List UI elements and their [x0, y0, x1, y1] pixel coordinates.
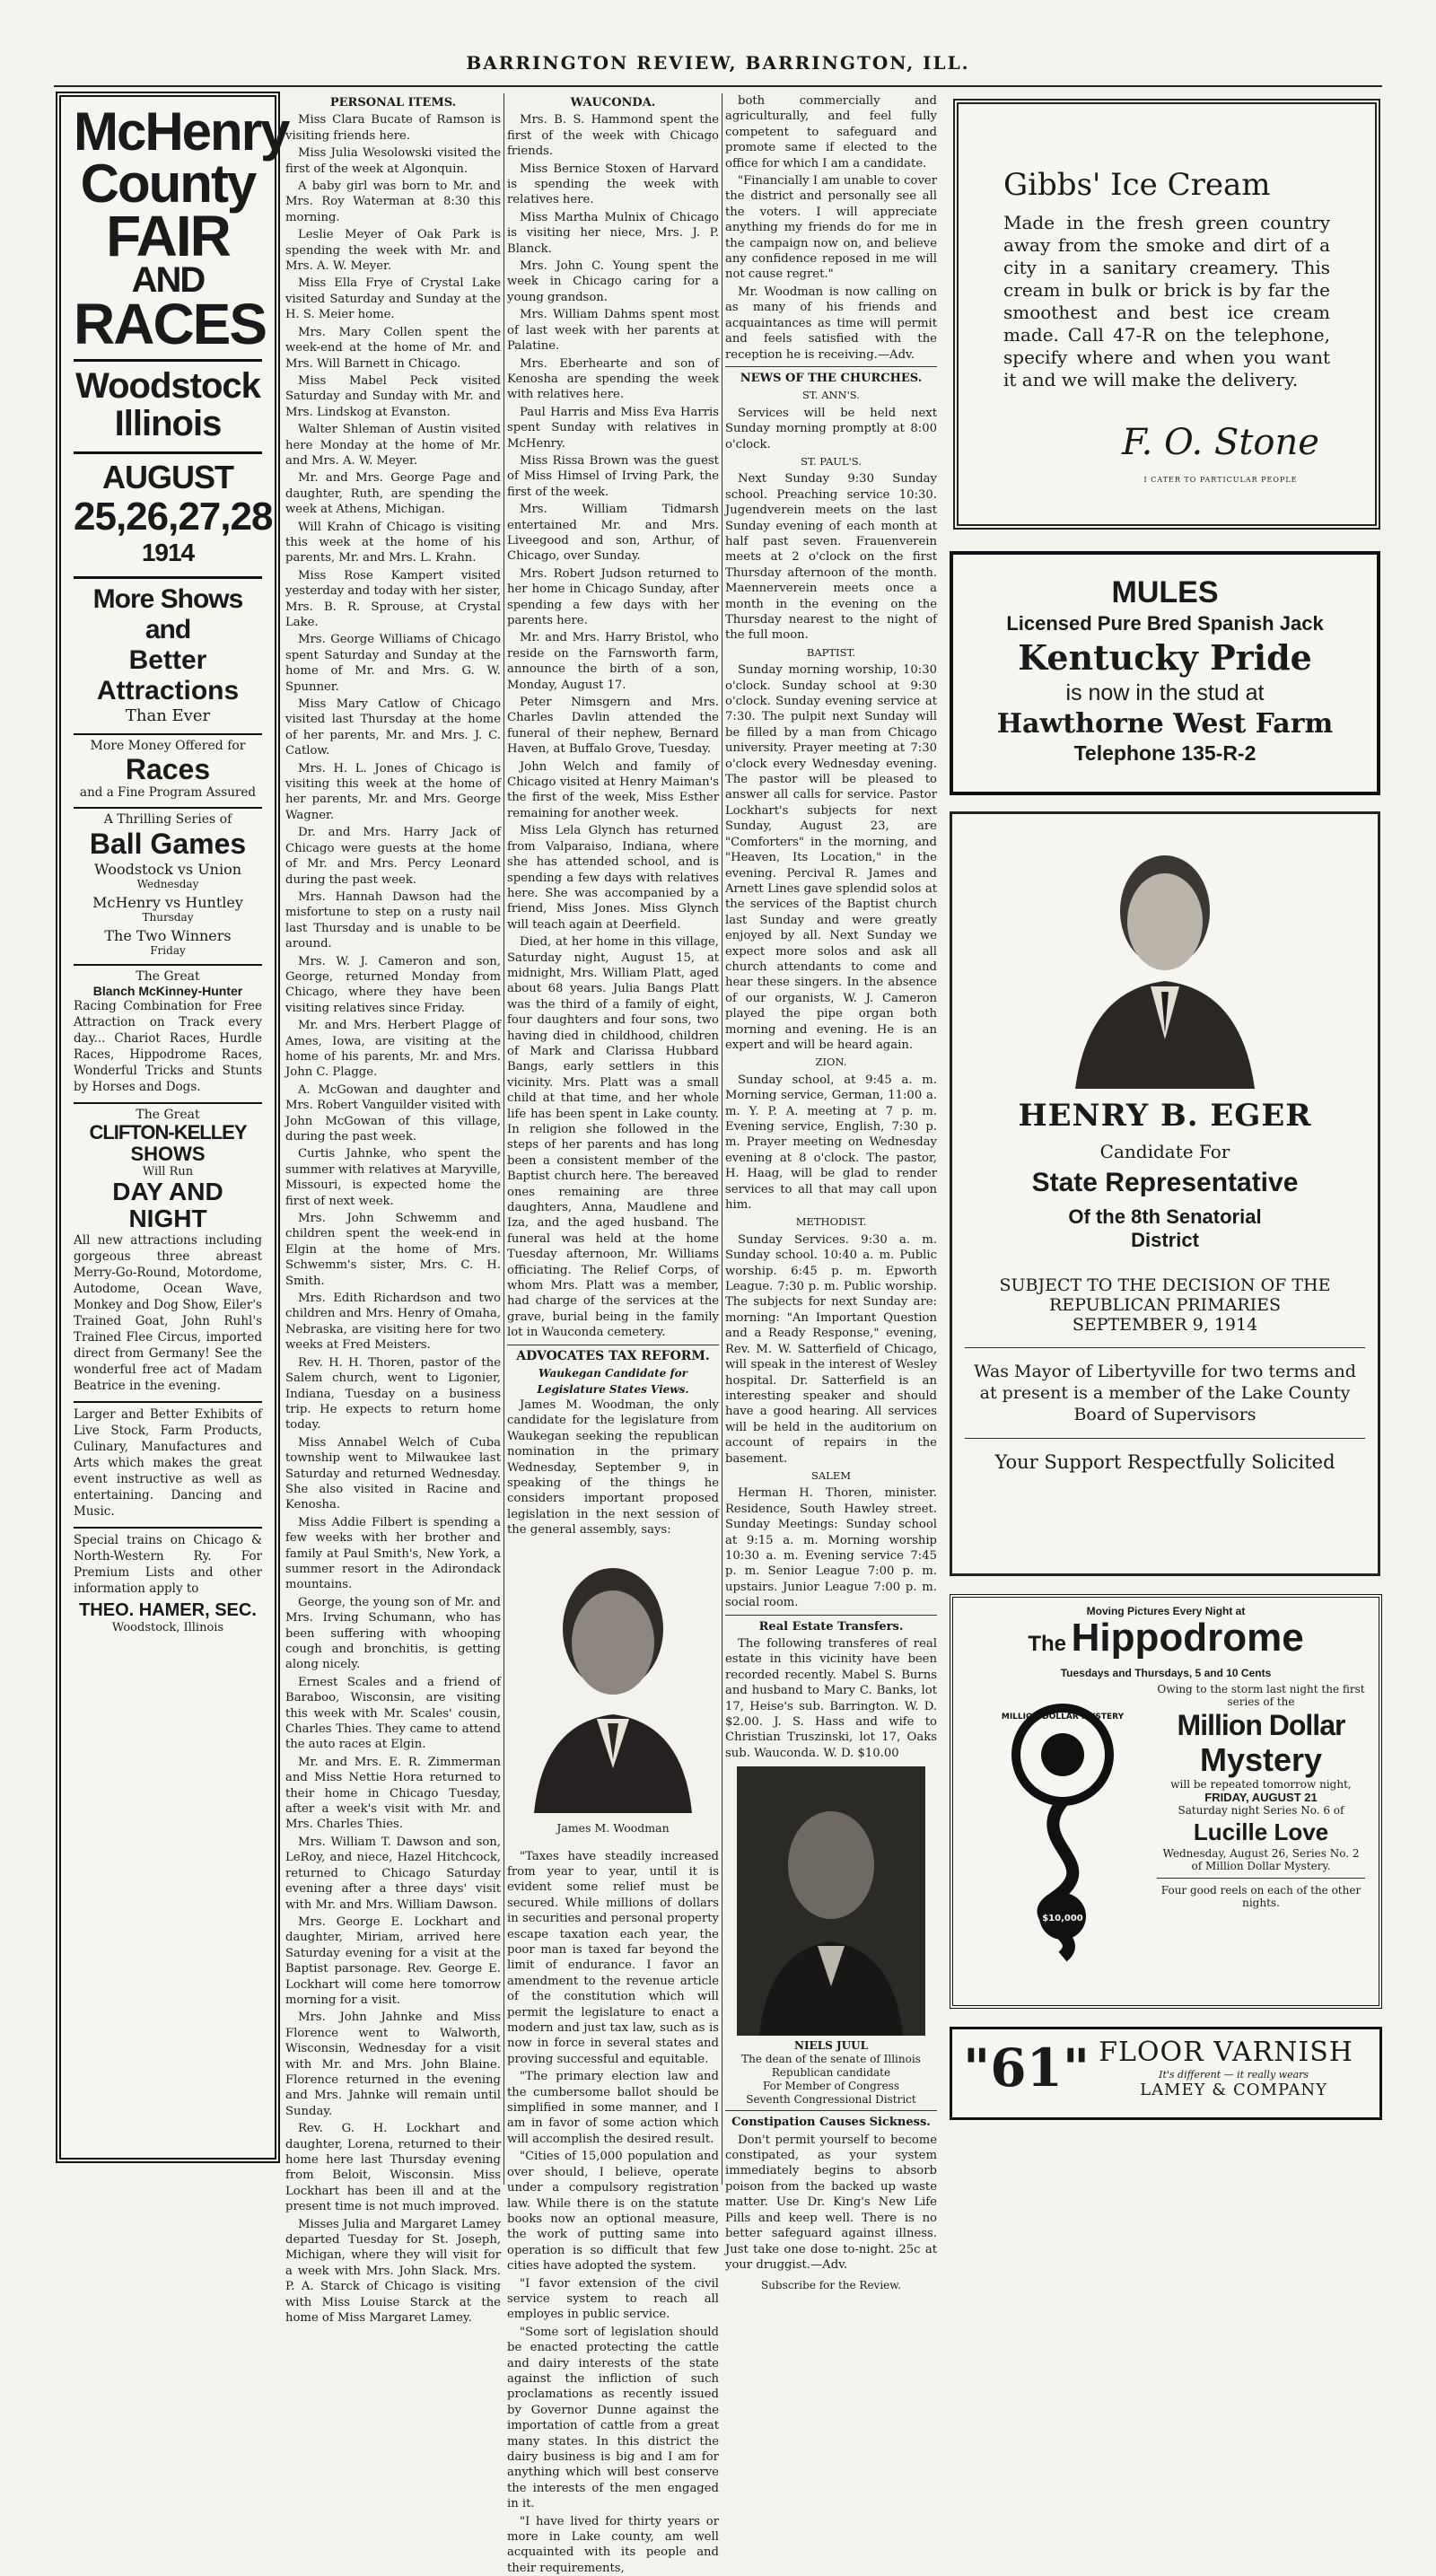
personal-item: Mrs. Mary Collen spent the week-end at the home of Mr. and Mrs. Will Barnett in Chicago. — [285, 325, 501, 371]
fair-title-3: FAIR — [106, 204, 230, 268]
fair-more-shows-4: Than Ever — [125, 706, 211, 725]
varnish-tagline: It's different — it really wears — [1159, 2069, 1309, 2081]
wauconda-item: Miss Bernice Stoxen of Harvard is spending the week with relatives here. — [507, 162, 719, 207]
personal-item: Mrs. H. L. Jones of Chicago is visiting this week at the home of her parents, Mr. and Mrs. George Wagner. — [285, 761, 501, 822]
wauconda-item: Died, at her home in this village, Saturday night, August 15, at midnight, Mrs. William Platt, aged about 68 years. Julia Bangs Platt was the third of a family of eight, four daughters and four sons, two having died in childhood, children of Mark and Clarissa Hubbard Bangs, early settlers in this vicinity. Mrs. Platt was a small child at that time, and her whole life has been spent in Lake county. In religion she followed in the steps of her parents and has long been a consistent member of the Baptist church here. The bereaved ones remaining are three daughters, Anna, Maudlene and Iza, and the aged husband. The funeral was held at the home Tuesday afternoon, Mr. Williams officiating. The Relief Corps, of whom Mrs. Platt was a member, had charge of the services at the grave, burial being in the family lot in Wauconda cemetery. — [507, 935, 719, 1340]
church-name: ST. ANN'S. — [802, 389, 860, 402]
hippodrome-ad — [950, 1594, 1382, 2009]
poster-text: MILLION DOLLAR MYSTERY — [1001, 1713, 1125, 1722]
mules-line-1: Licensed Pure Bred Spanish Jack — [1006, 612, 1324, 635]
mules-line-3: is now in the stud at — [1065, 680, 1265, 705]
personal-item: Mrs. John Schwemm and children spent the week-end in Elgin at the home of Mrs. Schwemm's sister, Mrs. C. H. Smith. — [285, 1212, 501, 1288]
fair-day-and: DAY AND — [112, 1178, 223, 1205]
mules-line-5: Telephone 135-R-2 — [1073, 741, 1256, 765]
fair-money: More Money Offered for — [90, 739, 246, 753]
juul-caption-line: For Member of Congress — [763, 2080, 899, 2093]
juul-caption-line: The dean of the senate of Illinois — [741, 2053, 921, 2066]
personal-item: Curtis Jahnke, who spent the summer with relatives at Maryville, Missouri, is expected home the first of next week. — [285, 1147, 501, 1208]
gibbs-body: Made in the fresh green country away from the smoke and dirt of a city in a sanitary creamery. This cream in bulk or brick is by far the smoothest and best ice cream made. Call 47-R on the telephone, specify where and when you want it and we will make the delivery. — [1003, 212, 1330, 390]
church-text: Next Sunday 9:30 Sunday school. Preaching service 10:30. Jugendverein meets on the last Sunday evening of each month at half past seven. Frauenverein meets at 2 o'clock on the first Thursday afternoon of the month. Maennerverein meets once a month in the evening on the Thursday nearest to the night of the full moon. — [725, 472, 937, 643]
wauconda-paras — [507, 112, 719, 1340]
personal-item: Mrs. W. J. Cameron and son, George, returned Monday from Chicago, where they have been visiting relatives since Friday. — [285, 954, 501, 1015]
personal-item: Miss Rose Kampert visited yesterday and today with her sister, Mrs. B. R. Sprouse, at Crystal Lake. — [285, 568, 501, 629]
church-text: Sunday Services. 9:30 a. m. Sunday school. 10:40 a. m. Public worship. 6:45 p. m. Epworth League. 7:30 p. m. Public worship. The subjects for next Sunday are: morning: "An Important Question and a Ready Response," evening, Rev. M. W. Satterfield of Chicago, will speak in the interest of Wesley hospital. Dr. Satterfield is an interesting speaker and should have a good hearing. All services will be held in the auditorium on account of repairs in the basement. — [725, 1232, 937, 1466]
tax-paragraph: "The primary election law and the cumbersome ballot should be simplified in some manner, and I am in favor of some action which will accomplish the desired result. — [507, 2070, 719, 2146]
constipation-text: Don't permit yourself to become constipated, as your system immediately begins to absorb poison from the backed up waste matter. Use Dr. King's New Life Pills and keep well. There is no better safeguard against illness. Just take one dose to-night. 25c at your druggist.—Adv. — [725, 2133, 937, 2272]
tax-paras — [507, 1849, 719, 2576]
fair-ad — [56, 92, 289, 2163]
fair-more-shows-1: More Shows and — [92, 584, 243, 644]
personal-item: Dr. and Mrs. Harry Jack of Chicago were guests at the home of Mr. and Mrs. Percy Leonard during the past week. — [285, 826, 501, 887]
varnish-number: "61" — [963, 2037, 1090, 2098]
eger-subject-3: SEPTEMBER 9, 1914 — [1072, 1315, 1258, 1335]
fair-more-shows-3: Attractions — [96, 676, 240, 705]
fair-title-5: RACES — [74, 292, 267, 356]
personal-item: Mr. and Mrs. George Page and daughter, Ruth, are spending the week at Athens, Michigan. — [285, 471, 501, 517]
fair-exhibits-text: Larger and Better Exhibits of Live Stock, Farm Products, Culinary, Manufactures and Arts which makes the great event instructive as well as entertaining. Dancing and Music. — [74, 1407, 262, 1519]
personal-item: Miss Clara Bucate of Ramson is visiting friends here. — [285, 113, 501, 143]
eger-portrait — [1066, 828, 1264, 1089]
eger-subject-1: SUBJECT TO THE DECISION OF THE — [999, 1275, 1331, 1295]
wauconda-item: Mrs. B. S. Hammond spent the first of the week with Chicago friends. — [507, 113, 719, 159]
tax-paragraph: "Cities of 15,000 population and over should, I believe, operate under a compulsory registration law. While there is on the statute books now an optional measure, the work of putting same into operation is so difficult that few cities have adopted the system. — [507, 2150, 719, 2274]
eger-district-1: Of the 8th Senatorial — [1068, 1205, 1262, 1228]
hippo-wednesday: Wednesday, August 26, Series No. 2 of Million Dollar Mystery. — [1162, 1847, 1360, 1872]
fair-thrilling: A Thrilling Series of — [103, 812, 232, 827]
personal-item: Rev. H. H. Thoren, pastor of the Salem church, went to Ligonier, Indiana, Tuesday on a business trip. He expects to return home today. — [285, 1355, 501, 1433]
mules-ad — [950, 551, 1380, 795]
personal-item: Mrs. John Jahnke and Miss Florence went to Walworth, Wisconsin, Wednesday for a visit with Mr. and Mrs. John Blaine. Florence returned in the evening and Mrs. Jahnke will remain until Sunday. — [285, 2011, 501, 2118]
fair-clifton-2: SHOWS — [130, 1143, 206, 1165]
hippo-owing: Owing to the storm last night the first series of the — [1157, 1683, 1365, 1708]
church-name: BAPTIST. — [806, 645, 856, 659]
gibbs-ad — [953, 99, 1380, 530]
woodman-portrait — [507, 1544, 719, 1813]
fair-game-3: The Two Winners — [104, 927, 232, 944]
personal-heading: PERSONAL ITEMS. — [329, 96, 457, 110]
personal-item: Miss Addie Filbert is spending a few weeks with her brother and family at Paul Smith's, New York, a summer resort in the Adirondack mountains. — [285, 1515, 501, 1592]
wauconda-item: Mrs. Eberhearte and son of Kenosha are spending the week with relatives here. — [507, 356, 719, 402]
personal-item: Ernest Scales and a friend of Baraboo, Wisconsin, are visiting this week with Mr. Scales' cousin, Charles Thies. They came to attend the auto races at Elgin. — [285, 1675, 501, 1752]
personal-item: Miss Annabel Welch of Cuba township went to Milwaukee last Saturday and returned Wednesday. She also visited in Racine and Kenosha. — [285, 1435, 501, 1512]
tax-paragraph: "I have lived for thirty years or more in Lake county, am well acquainted with its people and their requirements, — [507, 2514, 719, 2575]
wauconda-item: Mrs. William Dahms spent most of last week with her parents at Palatine. — [507, 308, 719, 354]
varnish-ad — [950, 2027, 1382, 2120]
juul-portrait — [737, 1766, 925, 2036]
woodman-paragraph: Mr. Woodman is now calling on as many of his friends and acquaintances as time will permit and feels satisfied with the reception he is receiving.—Adv. — [725, 285, 937, 362]
church-text: Sunday school, at 9:45 a. m. Morning service, German, 11:00 a. m. Y. P. A. meeting at 7 p. m. Evening service, English, 7:30 p. m. Prayer meeting on Wednesday evening at 8 o'clock. The pastor, H. Haag, will be glad to render services to all that may call upon him. — [725, 1073, 937, 1213]
fair-title-2: County — [80, 153, 256, 214]
personal-item: Rev. G. H. Lockhart and daughter, Lorena, returned to their home here last Thursday evening from Beloit, Wisconsin. Miss Lockhart has been ill and at the present time is not much improved. — [285, 2122, 501, 2214]
wauconda-item: Miss Lela Glynch has returned from Valparaiso, Indiana, where she has attended school, and is spending a few days with relatives here. She was accompanied by a friend, Miss Jones. Miss Glynch will teach again at Deerfield. — [507, 824, 719, 932]
gibbs-title: Gibbs' Ice Cream — [1003, 167, 1271, 203]
woodman-photo-box — [507, 1544, 719, 1849]
real-estate-text: The following transferes of real estate in this vicinity have been recorded recently. Mabel S. Burns and husband to Mary C. Banks, lot 17, Heise's sub. Barrington. W. D. $2.00. J. S. Hass and wife to Christian Truszinski, lot 17, Oaks sub. Wauconda. W. D. $10.00 — [725, 1637, 937, 1760]
tax-paragraph: "I favor extension of the civil service system to reach all employes in public service. — [507, 2276, 719, 2322]
fair-secretary: THEO. HAMER, SEC. — [79, 1600, 257, 1620]
masthead: BARRINGTON REVIEW, BARRINGTON, ILL. — [466, 52, 970, 74]
eger-candidate-for: Candidate For — [1099, 1141, 1230, 1162]
eger-mayor: Was Mayor of Libertyville for two terms and at present is a member of the Lake County Board of Supervisors — [974, 1362, 1356, 1424]
hippo-the: The — [1028, 1632, 1066, 1656]
juul-caption-line: Seventh Congressional District — [746, 2093, 916, 2107]
fair-attractions-text: All new attractions including gorgeous three abreast Merry-Go-Round, Motordome, Autodome, Ocean Wave, Monkey and Dog Show, Eiler's Trained Goat, John Ruhl's Trained Flee Circus, imported direct from Germany! See the wonderful free act of Madam Beatrice in the evening. — [74, 1233, 262, 1393]
wauconda-item: John Welch and family of Chicago visited at Henry Maiman's the first of the week, Miss Esther remaining for another week. — [507, 759, 719, 820]
wauconda-item: Mrs. William Tidmarsh entertained Mr. and Mrs. Liveegood and son, Arthur, of Chicago, over Sunday. — [507, 503, 719, 564]
church-name: SALEM — [811, 1468, 851, 1482]
personal-item: George, the young son of Mr. and Mrs. Irving Schumann, who has been suffering with whooping cough and bronchitis, is getting along nicely. — [285, 1595, 501, 1672]
church-text: Herman H. Thoren, minister. Residence, South Hawley street. Sunday Meetings: Sunday school at 9:15 a. m. Morning worship 10:30 a. m. Evening service 7:45 p. m. Senior League 7:00 p. m. upstairs. Junior League 7:00 p. m. social room. — [725, 1486, 937, 1610]
hippo-saturday: Saturday night Series No. 6 of — [1178, 1804, 1344, 1817]
church-text: Sunday morning worship, 10:30 o'clock. Sunday school at 9:30 o'clock. Sunday evening service at 7:30. The pulpit next Sunday will be filled by a man from Chicago university. Prayer meeting at 7:30 o'clock every Wednesday evening. The pastor will be pleased to answer all calls for service. Pastor Lockhart's subjects for next Sunday, August 23, are "Comforters" in the morning, and "Heaven, Its Location," in the evening. Percival R. James and Arnett Lines gave splendid solos at the services of the Baptist church last Sunday and were greatly enjoyed by all. Next Sunday we expect more solos and ask all church attendants to come and hear these singers. In the absence of our organists, W. J. Cameron played the pipe organ both morning and evening. He is an expert and will be heard again. — [725, 663, 937, 1052]
constipation-heading: Constipation Causes Sickness. — [731, 2116, 931, 2130]
personal-item: Misses Julia and Margaret Lamey departed Tuesday for St. Joseph, Michigan, where they will visit for a week with Mrs. John Slack. Mrs. P. A. Starck of Chicago is visiting with Miss Louise Starck at the home of Miss Margaret Lamey. — [285, 2217, 501, 2326]
personal-item: A baby girl was born to Mr. and Mrs. Roy Waterman at 8:30 this morning. — [285, 180, 501, 224]
woodman-paragraph: "Financially I am unable to cover the district and personally see all the voters. I will appreciate anything my friends do for me in the campaign now on, and believe any confidence reposed in me will not cause regret." — [725, 174, 937, 282]
million-dollar-poster — [973, 1692, 1152, 1961]
tax-paragraph: "Some sort of legislation should be enacted protecting the cattle and dairy interests of the state against the infliction of such proclamations as recently issued by Governor Dunne against the importation of cattle from a great many states. In this district the dairy business is big and I am for anything which will best conserve the interests of the men engaged in it. — [507, 2325, 719, 2511]
fair-month: AUGUST — [102, 459, 233, 495]
hippo-heading — [964, 1617, 1368, 1667]
fair-races: Races — [125, 753, 211, 785]
churches-list — [725, 388, 937, 1610]
eger-district-2: District — [1131, 1229, 1199, 1251]
fair-racing-text: Racing Combination for Free Attraction on Track every day... Chariot Races, Hurdle Races, Hippodrome Races, Wonderful Tricks and Stunts by Horses and Dogs. — [74, 999, 262, 1094]
fair-year: 1914 — [141, 539, 195, 566]
eger-office: State Representative — [1031, 1168, 1299, 1197]
tax-paragraph: "Taxes have steadily increased from year to year, until it is evident some relief must be secured. While millions of dollars in securities and personal property escape taxation each year, the poor man is taxed far beyond the limit of endurance. I favor an amendment to the revenue article of the constitution which will permit the legislature to enact a modern and just tax law, such as is now in force in several states and proving successful and equitable. — [507, 1849, 719, 2066]
wauconda-column — [507, 93, 719, 2575]
fair-clifton-1: CLIFTON-KELLEY — [89, 1121, 247, 1143]
wauconda-item: Mrs. Robert Judson returned to her home in Chicago Sunday, after spending a few days with her parents here. — [507, 566, 719, 627]
personal-item: A. McGowan and daughter and Mrs. Robert Vanguilder visited with John McGowan of this village, during the past week. — [285, 1082, 501, 1143]
fair-days: 25,26,27,28 — [74, 495, 273, 539]
church-text: Services will be held next Sunday morning promptly at 8:00 o'clock. — [725, 406, 937, 451]
fair-title-1: McHenry — [74, 101, 289, 162]
hippo-mdm-1: Million Dollar — [1177, 1709, 1345, 1741]
woodman-continued — [725, 93, 937, 363]
personal-item: Miss Mabel Peck visited Saturday and Sunday with Mr. and Mrs. Lindskog at Evanston. — [285, 373, 501, 419]
fair-game-1-day: Wednesday — [136, 878, 199, 890]
hippo-friday: FRIDAY, AUGUST 21 — [1204, 1791, 1318, 1804]
fair-location-2: Illinois — [114, 404, 222, 443]
fair-game-1: Woodstock vs Union — [93, 861, 242, 878]
column-rule-1 — [503, 93, 504, 2185]
fair-title-4: AND — [131, 260, 205, 300]
gibbs-tagline: I CATER TO PARTICULAR PEOPLE — [1143, 476, 1298, 484]
fair-game-3-day: Friday — [150, 944, 186, 957]
fair-location-1: Woodstock — [75, 366, 260, 406]
personal-item: Mrs. William T. Dawson and son, LeRoy, and niece, Hazel Hitchcock, returned to Chicago Saturday evening after a three days' visit with Mr. and Mrs. William Dawson. — [285, 1835, 501, 1912]
wauconda-item: Mrs. John C. Young spent the week in Chicago caring for a young grandson. — [507, 259, 719, 304]
subscribe-line: Subscribe for the Review. — [761, 2279, 901, 2292]
fair-ball-games: Ball Games — [89, 828, 247, 860]
wauconda-item: Miss Martha Mulnix of Chicago is visiting her niece, Mrs. J. P. Blanck. — [507, 210, 719, 256]
mules-line-4: Hawthorne West Farm — [996, 708, 1334, 740]
poster-amount: $10,000 — [1042, 1914, 1083, 1923]
fair-more-shows-2: Better — [128, 645, 207, 675]
personal-paras — [285, 112, 501, 2326]
wauconda-item: Mr. and Mrs. Harry Bristol, who reside on the Farnsworth farm, announce the birth of a son, Monday, August 17. — [507, 631, 719, 692]
personal-items-column — [285, 93, 501, 2326]
masthead-rule — [54, 85, 1382, 87]
tax-heading: ADVOCATES TAX REFORM. — [516, 1348, 710, 1363]
personal-item: Will Krahn of Chicago is visiting this week at the home of his parents, Mr. and Mrs. L. Krahn. — [285, 520, 501, 565]
fair-will-run: Will Run — [142, 1165, 194, 1178]
mules-title: MULES — [1111, 575, 1219, 609]
varnish-title: FLOOR VARNISH — [1099, 2037, 1353, 2068]
church-name: ZION. — [815, 1056, 847, 1069]
wauconda-heading: WAUCONDA. — [570, 96, 656, 110]
personal-item: Miss Julia Wesolowski visited the first of the week at Algonquin. — [285, 146, 501, 176]
fair-trains-text: Special trains on Chicago & North-Western Ry. For Premium Lists and other information apply to — [74, 1533, 262, 1596]
mules-line-2: Kentucky Pride — [1018, 637, 1312, 678]
wauconda-item: Miss Rissa Brown was the guest of Miss Himsel of Irving Park, the first of the week. — [507, 453, 719, 499]
fair-sec-city: Woodstock, Illinois — [111, 1621, 224, 1634]
eger-name: HENRY B. EGER — [1018, 1098, 1312, 1134]
juul-caption-line: NIELS JUUL — [793, 2039, 869, 2053]
church-name: METHODIST. — [795, 1215, 867, 1229]
personal-item: Mrs. George E. Lockhart and daughter, Miriam, arrived here Saturday evening for a visit at the Baptist parsonage. Rev. George E. Lockhart will come here tomorrow morning for a visit. — [285, 1914, 501, 2007]
personal-item: Walter Shleman of Austin visited here Monday at the home of Mr. and Mrs. A. W. Meyer. — [285, 423, 501, 468]
fair-program: and a Fine Program Assured — [80, 785, 256, 800]
woodman-paragraph: both commercially and agriculturally, and feel fully competent to safeguard and promote same if elected to the office for which I am a candidate. — [725, 94, 937, 171]
fair-game-2-day: Thursday — [142, 911, 194, 924]
fair-great: The Great — [136, 969, 200, 984]
hippo-repeated: will be repeated tomorrow night, — [1170, 1778, 1352, 1791]
real-estate-heading: Real Estate Transfers. — [758, 1619, 904, 1634]
personal-item: Mrs. Hannah Dawson had the misfortune to step on a rusty nail last Thursday and is unable to be around. — [285, 889, 501, 951]
personal-item: Miss Mary Catlow of Chicago visited last Thursday at the home of her parents, Mr. and Mrs. J. C. Catlow. — [285, 697, 501, 758]
tax-subheading: Waukegan Candidate for Legislature States Views. — [537, 1367, 689, 1396]
wauconda-item: Peter Nimsgern and Mrs. Charles Davlin attended the funeral of their nephew, Bernard Haven, at Buffalo Grove, Tuesday. — [507, 696, 719, 757]
personal-item: Mr. and Mrs. Herbert Plagge of Ames, Iowa, are visiting at the home of his parents, Mr. and Mrs. John C. Plagge. — [285, 1019, 501, 1080]
personal-item: Mrs. Edith Richardson and two children and Mrs. Henry of Omaha, Nebraska, are visiting here for two weeks at Fred Meisters. — [285, 1292, 501, 1353]
fair-day-night — [74, 1178, 262, 1232]
personal-item: Miss Ella Frye of Crystal Lake visited Saturday and Sunday at the H. S. Meier home. — [285, 276, 501, 322]
juul-caption-line: Republican candidate — [771, 2066, 891, 2080]
hippo-top: Moving Pictures Every Night at — [1086, 1605, 1246, 1617]
wauconda-item: Paul Harris and Miss Eva Harris spent Sunday with relatives in McHenry. — [507, 405, 719, 451]
fair-great-2: The Great — [136, 1108, 200, 1122]
personal-item: Mr. and Mrs. E. R. Zimmerman and Miss Nettie Hora returned to their home in Chicago Tuesday, after a week's visit with Mr. and Mrs. Charles Thies. — [285, 1755, 501, 1832]
tax-intro: James M. Woodman, the only candidate for the legislature from Waukegan seeking the republican nomination in the primary Wednesday, September 9, in speaking of the things he considers important proposed legislation in the next session of the general assembly, says: — [507, 1398, 719, 1538]
eger-subject-2: REPUBLICAN PRIMARIES — [1048, 1295, 1282, 1315]
eger-ad — [950, 811, 1380, 1576]
fair-game-2: McHenry vs Huntley — [92, 894, 243, 911]
hippo-name: Hippodrome — [1071, 1616, 1304, 1660]
gibbs-signature: F. O. Stone — [1122, 422, 1319, 463]
fair-night: NIGHT — [128, 1205, 207, 1232]
personal-item: Leslie Meyer of Oak Park is spending the week with Mr. and Mrs. A. W. Meyer. — [285, 228, 501, 274]
juul-caption — [725, 2039, 937, 2107]
churches-column — [725, 93, 937, 2292]
church-name: ST. PAUL'S. — [801, 454, 862, 468]
varnish-company: LAMEY & COMPANY — [1140, 2081, 1328, 2099]
personal-item: Mrs. George Williams of Chicago spent Saturday and Sunday at the home of Mr. and Mrs. G. W. Spunner. — [285, 633, 501, 694]
hippo-mdm-2: Mystery — [1199, 1741, 1323, 1778]
churches-heading: NEWS OF THE CHURCHES. — [740, 371, 923, 385]
hippo-subtitle: Tuesdays and Thursdays, 5 and 10 Cents — [1060, 1667, 1272, 1679]
hippo-four-reels: Four good reels on each of the other nights. — [1160, 1884, 1362, 1909]
eger-support: Your Support Respectfully Solicited — [994, 1451, 1335, 1473]
hippo-lucille: Lucille Love — [1193, 1818, 1329, 1845]
juul-photo-box — [725, 1766, 937, 2107]
woodman-caption: James M. Woodman — [556, 1820, 670, 1835]
fair-blanch: Blanch McKinney-Hunter — [92, 984, 243, 998]
